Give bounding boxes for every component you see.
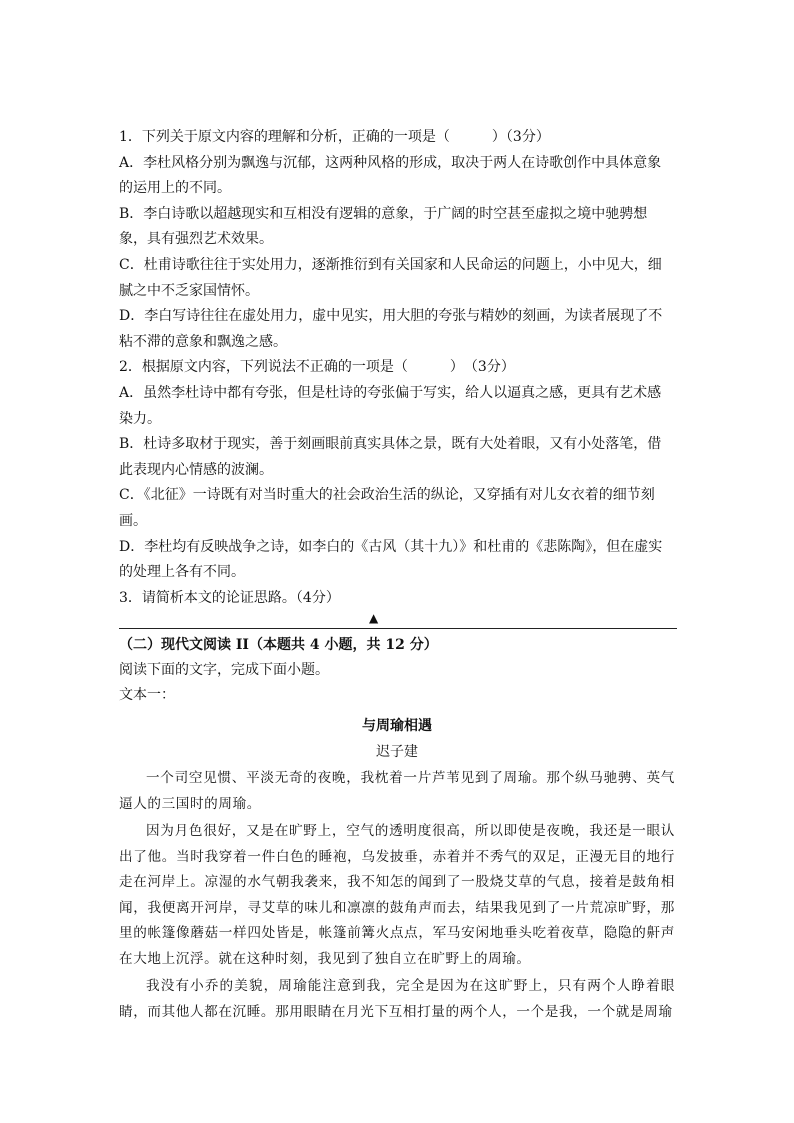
divider-rule (119, 628, 677, 629)
triangle-marker-icon: ▲ (369, 611, 379, 626)
q1-option-a: A．李杜风格分别为飘逸与沉郁，这两种风格的形成，取决于两人在诗歌创作中具体意象的运用上的不同。 (119, 154, 662, 197)
q3-stem: 3．请简析本文的论证思路。（4分） (119, 589, 340, 606)
q2-option-c: C．《北征》一诗既有对当时重大的社会政治生活的纵论，又穿插有对儿女衣着的细节刻画。 (119, 487, 655, 529)
exam-page (119, 125, 675, 1025)
q1-option-c: C．杜甫诗歌往往于实处用力，逐渐推衍到有关国家和人民命运的问题上，小中见大，细腻之中不乏家国情怀。 (119, 256, 662, 299)
q2-option-b: B．杜诗多取材于现实，善于刻画眼前真实具体之景，既有大处着眼，又有小处落笔，借此表现内心情感的波澜。 (119, 436, 662, 478)
article-title: 与周瑜相遇 (362, 718, 432, 735)
q2-option-a: A．虽然李杜诗中都有夸张，但是杜诗的夸张偏于写实，给人以逼真之感，更具有艺术感染力。 (119, 384, 662, 427)
q1-stem: 1．下列关于原文内容的理解和分析，正确的一项是（ ）（3分） (119, 129, 550, 145)
article-paragraph: 我没有小乔的美貌，周瑜能注意到我，完全是因为在这旷野上，只有两个人睁着眼睛，而其他人都在沉睡。那用眼睛在月光下互相打量的两个人，一个是我，一个就是周瑜 (119, 978, 675, 1020)
section-instruction: 阅读下面的文字，完成下面小题。 (119, 662, 329, 679)
section-heading: （二）现代文阅读 II（本题共 4 小题，共 12 分） (119, 637, 438, 654)
text-label: 文本一： (119, 687, 175, 704)
q1-option-d: D．李白写诗往往在虚处用力，虚中见实，用大胆的夸张与精妙的刻画，为读者展现了不粘不滞的意象和飘逸之感。 (119, 308, 663, 350)
article-author: 迟子建 (376, 744, 418, 761)
q2-option-d: D．李杜均有反映战争之诗，如李白的《古风（其十九）》和杜甫的《悲陈陶》，但在虚实的处理上各有不同。 (119, 538, 663, 581)
q2-stem: 2．根据原文内容，下列说法不正确的一项是（ ） （3分） (119, 359, 515, 376)
section-divider (119, 613, 675, 633)
article-paragraph: 一个司空见惯、平淡无奇的夜晚，我枕着一片芦苇见到了周瑜。那个纵马驰骋、英气逼人的三国时的周瑜。 (119, 770, 675, 812)
article-paragraph: 因为月色很好，又是在旷野上，空气的透明度很高，所以即使是夜晚，我还是一眼认出了他。当时我穿着一件白色的睡袍，乌发披垂，赤着并不秀气的双足，正漫无目的地行走在河岸上。凉湿的水气朝我袭来，我不知怎的闻到了一股烧艾草的气息，接着是鼓角相闻，我便离开河岸，寻艾草的味儿和凛凛的鼓角声而去，结果我见到了一片荒凉旷野，那里的帐篷像蘑菇一样四处皆是，帐篷前篝火点点，军马安闲地垂头吃着夜草，隐隐的鼾声在大地上沉浮。就在这种时刻，我见到了独自立在旷野上的周瑜。 (119, 823, 675, 967)
q1-option-b: B．李白诗歌以超越现实和互相没有逻辑的意象，于广阔的时空甚至虚拟之境中驰骋想象，具有强烈艺术效果。 (119, 205, 648, 248)
